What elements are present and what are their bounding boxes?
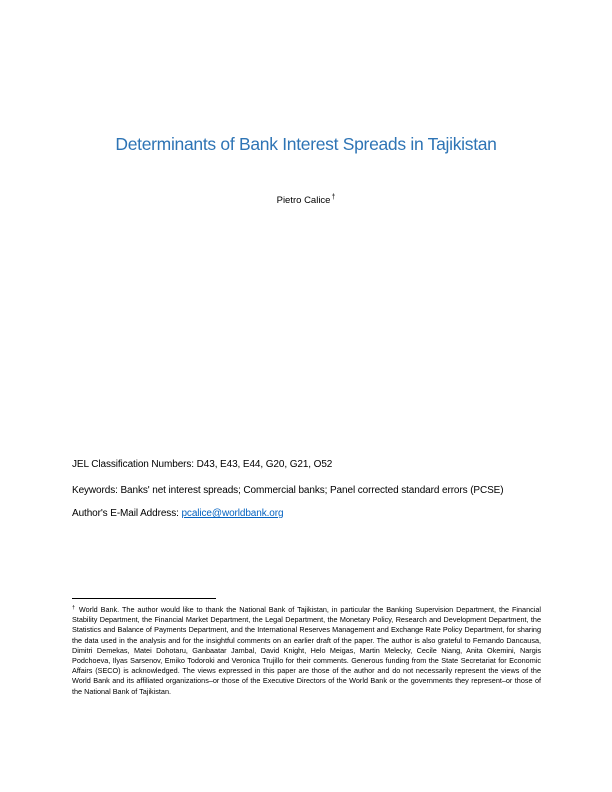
keywords: Keywords: Banks' net interest spreads; Commercial banks; Panel corrected standard errors (PCSE) [72,485,504,496]
author-name-text: Pietro Calice [276,195,331,206]
author-email-line [72,508,283,519]
footnote [72,603,541,697]
author-footnote-mark: † [331,194,336,201]
footnote-divider [72,598,216,599]
paper-title: Determinants of Bank Interest Spreads in Tajikistan [115,134,497,154]
jel-classification: JEL Classification Numbers: D43, E43, E44, G20, G21, O52 [72,459,333,470]
author-name [0,194,612,206]
email-label: Author's E-Mail Address: [72,508,182,519]
footnote-mark: † [72,605,76,611]
footnote-text: World Bank. The author would like to thank the National Bank of Tajikistan, in particular the Banking Supervision Department, the Financial Stability Department, the Financial Market Department, the Legal Department, the Monetary Policy, Research and Development Department, the Statistics and Balance of Payments Department, and the International Reserves Management and Exchange Rate Policy Department, for sharing the data used in the analysis and for the insightful comments on an earlier draft of the paper. The author is also grateful to Fernando Dancausa, Dimitri Demekas, Matei Dohotaru, Ganbaatar Jambal, David Knight, Helo Meigas, Martin Melecky, Cecile Niang, Anita Okemini, Nargis Podchoeva, Ilyas Sarsenov, Emiko Todoroki and Veronica Trujillo for their comments. Generous funding from the State Secretariat for Economic Affairs (SECO) is acknowledged. The views expressed in this paper are those of the author and do not necessarily represent the views of the World Bank and its affiliated organizations–or those of the Executive Directors of the World Bank or the governments they represent–or those of the National Bank of Tajikistan. [72,605,541,696]
email-link[interactable]: pcalice@worldbank.org [181,508,284,519]
